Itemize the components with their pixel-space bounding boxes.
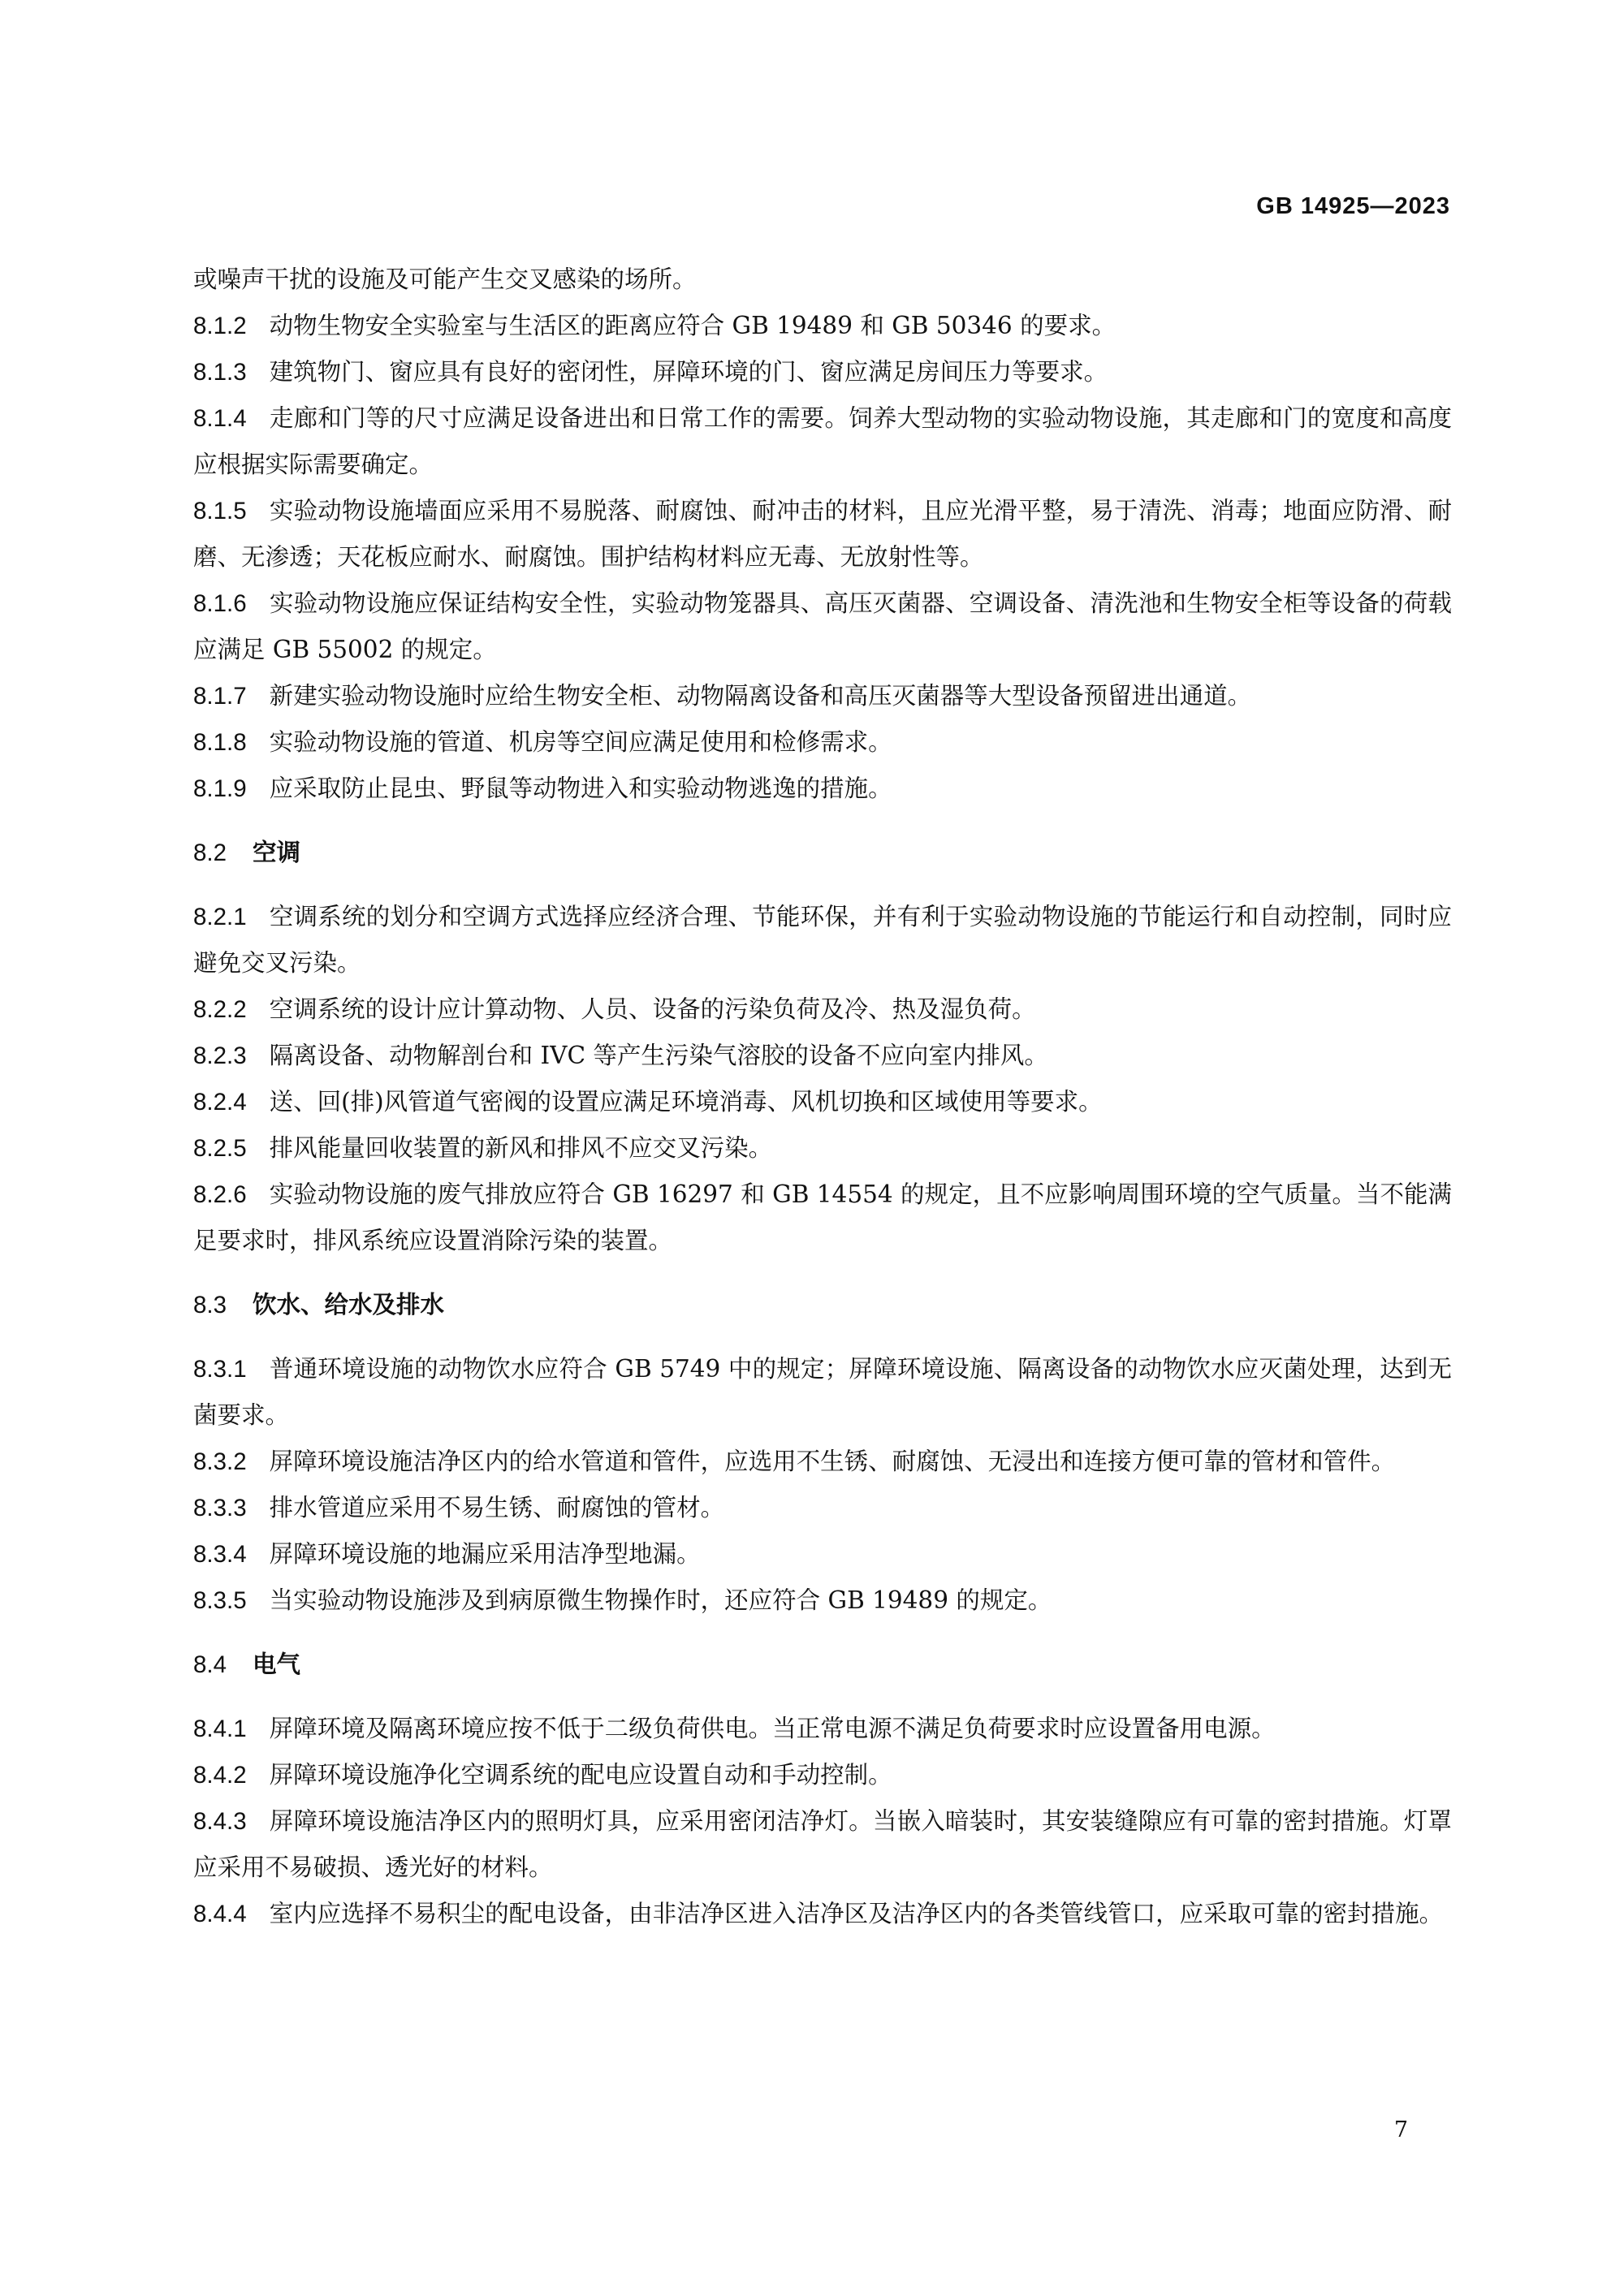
page-number: 7 bbox=[1393, 2117, 1408, 2143]
section-heading-number: 8.4 bbox=[193, 1651, 227, 1678]
clause-number: 8.4.3 bbox=[193, 1808, 247, 1835]
clause-text: 室内应选择不易积尘的配电设备，由非洁净区进入洁净区及洁净区内的各类管线管口，应采取可靠的密封措施。 bbox=[269, 1900, 1444, 1927]
clause-text: 排水管道应采用不易生锈、耐腐蚀的管材。 bbox=[269, 1494, 725, 1521]
clause bbox=[193, 349, 1452, 395]
clause-text: 隔离设备、动物解剖台和 IVC 等产生污染气溶胶的设备不应向室内排风。 bbox=[269, 1042, 1048, 1069]
clause-number: 8.3.1 bbox=[193, 1356, 247, 1383]
clause bbox=[193, 1531, 1452, 1577]
clause-text: 应采取防止昆虫、野鼠等动物进入和实验动物逃逸的措施。 bbox=[269, 775, 892, 802]
clause-text: 实验动物设施的管道、机房等空间应满足使用和检修需求。 bbox=[269, 728, 892, 756]
clause bbox=[193, 894, 1452, 986]
clause-number: 8.2.3 bbox=[193, 1042, 247, 1069]
clause bbox=[193, 1439, 1452, 1485]
clause bbox=[193, 1346, 1452, 1439]
section-heading bbox=[193, 1642, 1452, 1688]
clause bbox=[193, 1079, 1452, 1125]
document-body bbox=[193, 257, 1452, 1937]
section bbox=[193, 1282, 1452, 1624]
clause bbox=[193, 1172, 1452, 1264]
clause-text: 屏障环境设施洁净区内的照明灯具，应采用密闭洁净灯。当嵌入暗装时，其安装缝隙应有可靠的密封措施。灯罩应采用不易破损、透光好的材料。 bbox=[193, 1807, 1452, 1881]
clause bbox=[193, 673, 1452, 719]
clause bbox=[193, 1125, 1452, 1172]
clause-number: 8.1.4 bbox=[193, 405, 247, 432]
clause-text: 普通环境设施的动物饮水应符合 GB 5749 中的规定；屏障环境设施、隔离设备的动物饮水应灭菌处理，达到无菌要求。 bbox=[193, 1355, 1452, 1429]
clause-number: 8.2.4 bbox=[193, 1089, 247, 1116]
section-heading-number: 8.2 bbox=[193, 839, 227, 866]
clause-number: 8.4.2 bbox=[193, 1762, 247, 1789]
clause bbox=[193, 580, 1452, 673]
clause bbox=[193, 986, 1452, 1033]
clause-number: 8.1.6 bbox=[193, 590, 247, 617]
clause bbox=[193, 395, 1452, 488]
clause-text: 新建实验动物设施时应给生物安全柜、动物隔离设备和高压灭菌器等大型设备预留进出通道。 bbox=[269, 682, 1252, 710]
section-heading bbox=[193, 830, 1452, 876]
clause-number: 8.1.9 bbox=[193, 775, 247, 802]
clause-text: 空调系统的设计应计算动物、人员、设备的污染负荷及冷、热及湿负荷。 bbox=[269, 995, 1036, 1023]
standard-number: GB 14925—2023 bbox=[1256, 193, 1450, 219]
section bbox=[193, 303, 1452, 812]
clause-number: 8.3.4 bbox=[193, 1541, 247, 1568]
section-heading bbox=[193, 1282, 1452, 1328]
clause bbox=[193, 1485, 1452, 1531]
clause-text: 空调系统的划分和空调方式选择应经济合理、节能环保，并有利于实验动物设施的节能运行和自动控制，同时应避免交叉污染。 bbox=[193, 903, 1452, 977]
sections-container bbox=[193, 303, 1452, 1937]
clause-text: 送、回(排)风管道气密阀的设置应满足环境消毒、风机切换和区域使用等要求。 bbox=[269, 1088, 1103, 1116]
clause-text: 动物生物安全实验室与生活区的距离应符合 GB 19489 和 GB 50346 的要求。 bbox=[269, 312, 1116, 339]
clause bbox=[193, 719, 1452, 766]
clause bbox=[193, 766, 1452, 812]
continuation-paragraph: 或噪声干扰的设施及可能产生交叉感染的场所。 bbox=[193, 265, 697, 293]
clause bbox=[193, 488, 1452, 580]
clause bbox=[193, 1033, 1452, 1079]
clause-number: 8.1.3 bbox=[193, 359, 247, 386]
clause bbox=[193, 1891, 1452, 1937]
clause-number: 8.2.5 bbox=[193, 1135, 247, 1162]
clause-number: 8.3.2 bbox=[193, 1448, 247, 1475]
clause-text: 实验动物设施应保证结构安全性，实验动物笼器具、高压灭菌器、空调设备、清洗池和生物安全柜等设备的荷载应满足 GB 55002 的规定。 bbox=[193, 589, 1452, 663]
clause bbox=[193, 303, 1452, 349]
clause-number: 8.1.7 bbox=[193, 683, 247, 710]
clause-text: 实验动物设施的废气排放应符合 GB 16297 和 GB 14554 的规定，且不应影响周围环境的空气质量。当不能满足要求时，排风系统应设置消除污染的装置。 bbox=[193, 1180, 1452, 1254]
clause-number: 8.1.5 bbox=[193, 498, 247, 524]
clause-number: 8.1.8 bbox=[193, 729, 247, 756]
section-heading-title: 空调 bbox=[253, 839, 301, 866]
clause-text: 当实验动物设施涉及到病原微生物操作时，还应符合 GB 19489 的规定。 bbox=[269, 1586, 1052, 1614]
clause-number: 8.2.2 bbox=[193, 996, 247, 1023]
section-heading-title: 饮水、给水及排水 bbox=[253, 1291, 445, 1318]
clause-number: 8.3.5 bbox=[193, 1587, 247, 1614]
clause bbox=[193, 1577, 1452, 1624]
section-heading-number: 8.3 bbox=[193, 1292, 227, 1318]
clause-number: 8.3.3 bbox=[193, 1495, 247, 1521]
clause-number: 8.4.1 bbox=[193, 1716, 247, 1742]
clause-text: 走廊和门等的尺寸应满足设备进出和日常工作的需要。饲养大型动物的实验动物设施，其走廊和门的宽度和高度应根据实际需要确定。 bbox=[193, 404, 1452, 478]
clause bbox=[193, 1706, 1452, 1752]
clause-text: 排风能量回收装置的新风和排风不应交叉污染。 bbox=[269, 1134, 773, 1162]
clause-number: 8.1.2 bbox=[193, 313, 247, 339]
clause-text: 屏障环境及隔离环境应按不低于二级负荷供电。当正常电源不满足负荷要求时应设置备用电源。 bbox=[269, 1715, 1276, 1742]
clause-text: 屏障环境设施洁净区内的给水管道和管件，应选用不生锈、耐腐蚀、无浸出和连接方便可靠的管材和管件。 bbox=[269, 1448, 1396, 1475]
clause-text: 实验动物设施墙面应采用不易脱落、耐腐蚀、耐冲击的材料，且应光滑平整，易于清洗、消毒；地面应防滑、耐磨、无渗透；天花板应耐水、耐腐蚀。围护结构材料应无毒、无放射性等。 bbox=[193, 497, 1452, 571]
clause-text: 屏障环境设施的地漏应采用洁净型地漏。 bbox=[269, 1540, 701, 1568]
section-heading-title: 电气 bbox=[253, 1651, 301, 1678]
section bbox=[193, 1642, 1452, 1937]
clause-text: 屏障环境设施净化空调系统的配电应设置自动和手动控制。 bbox=[269, 1761, 892, 1789]
clause-number: 8.4.4 bbox=[193, 1901, 247, 1927]
clause-number: 8.2.1 bbox=[193, 904, 247, 930]
section bbox=[193, 830, 1452, 1264]
clause-number: 8.2.6 bbox=[193, 1181, 247, 1208]
clause bbox=[193, 1752, 1452, 1798]
clause-text: 建筑物门、窗应具有良好的密闭性，屏障环境的门、窗应满足房间压力等要求。 bbox=[269, 358, 1108, 386]
clause bbox=[193, 1798, 1452, 1891]
